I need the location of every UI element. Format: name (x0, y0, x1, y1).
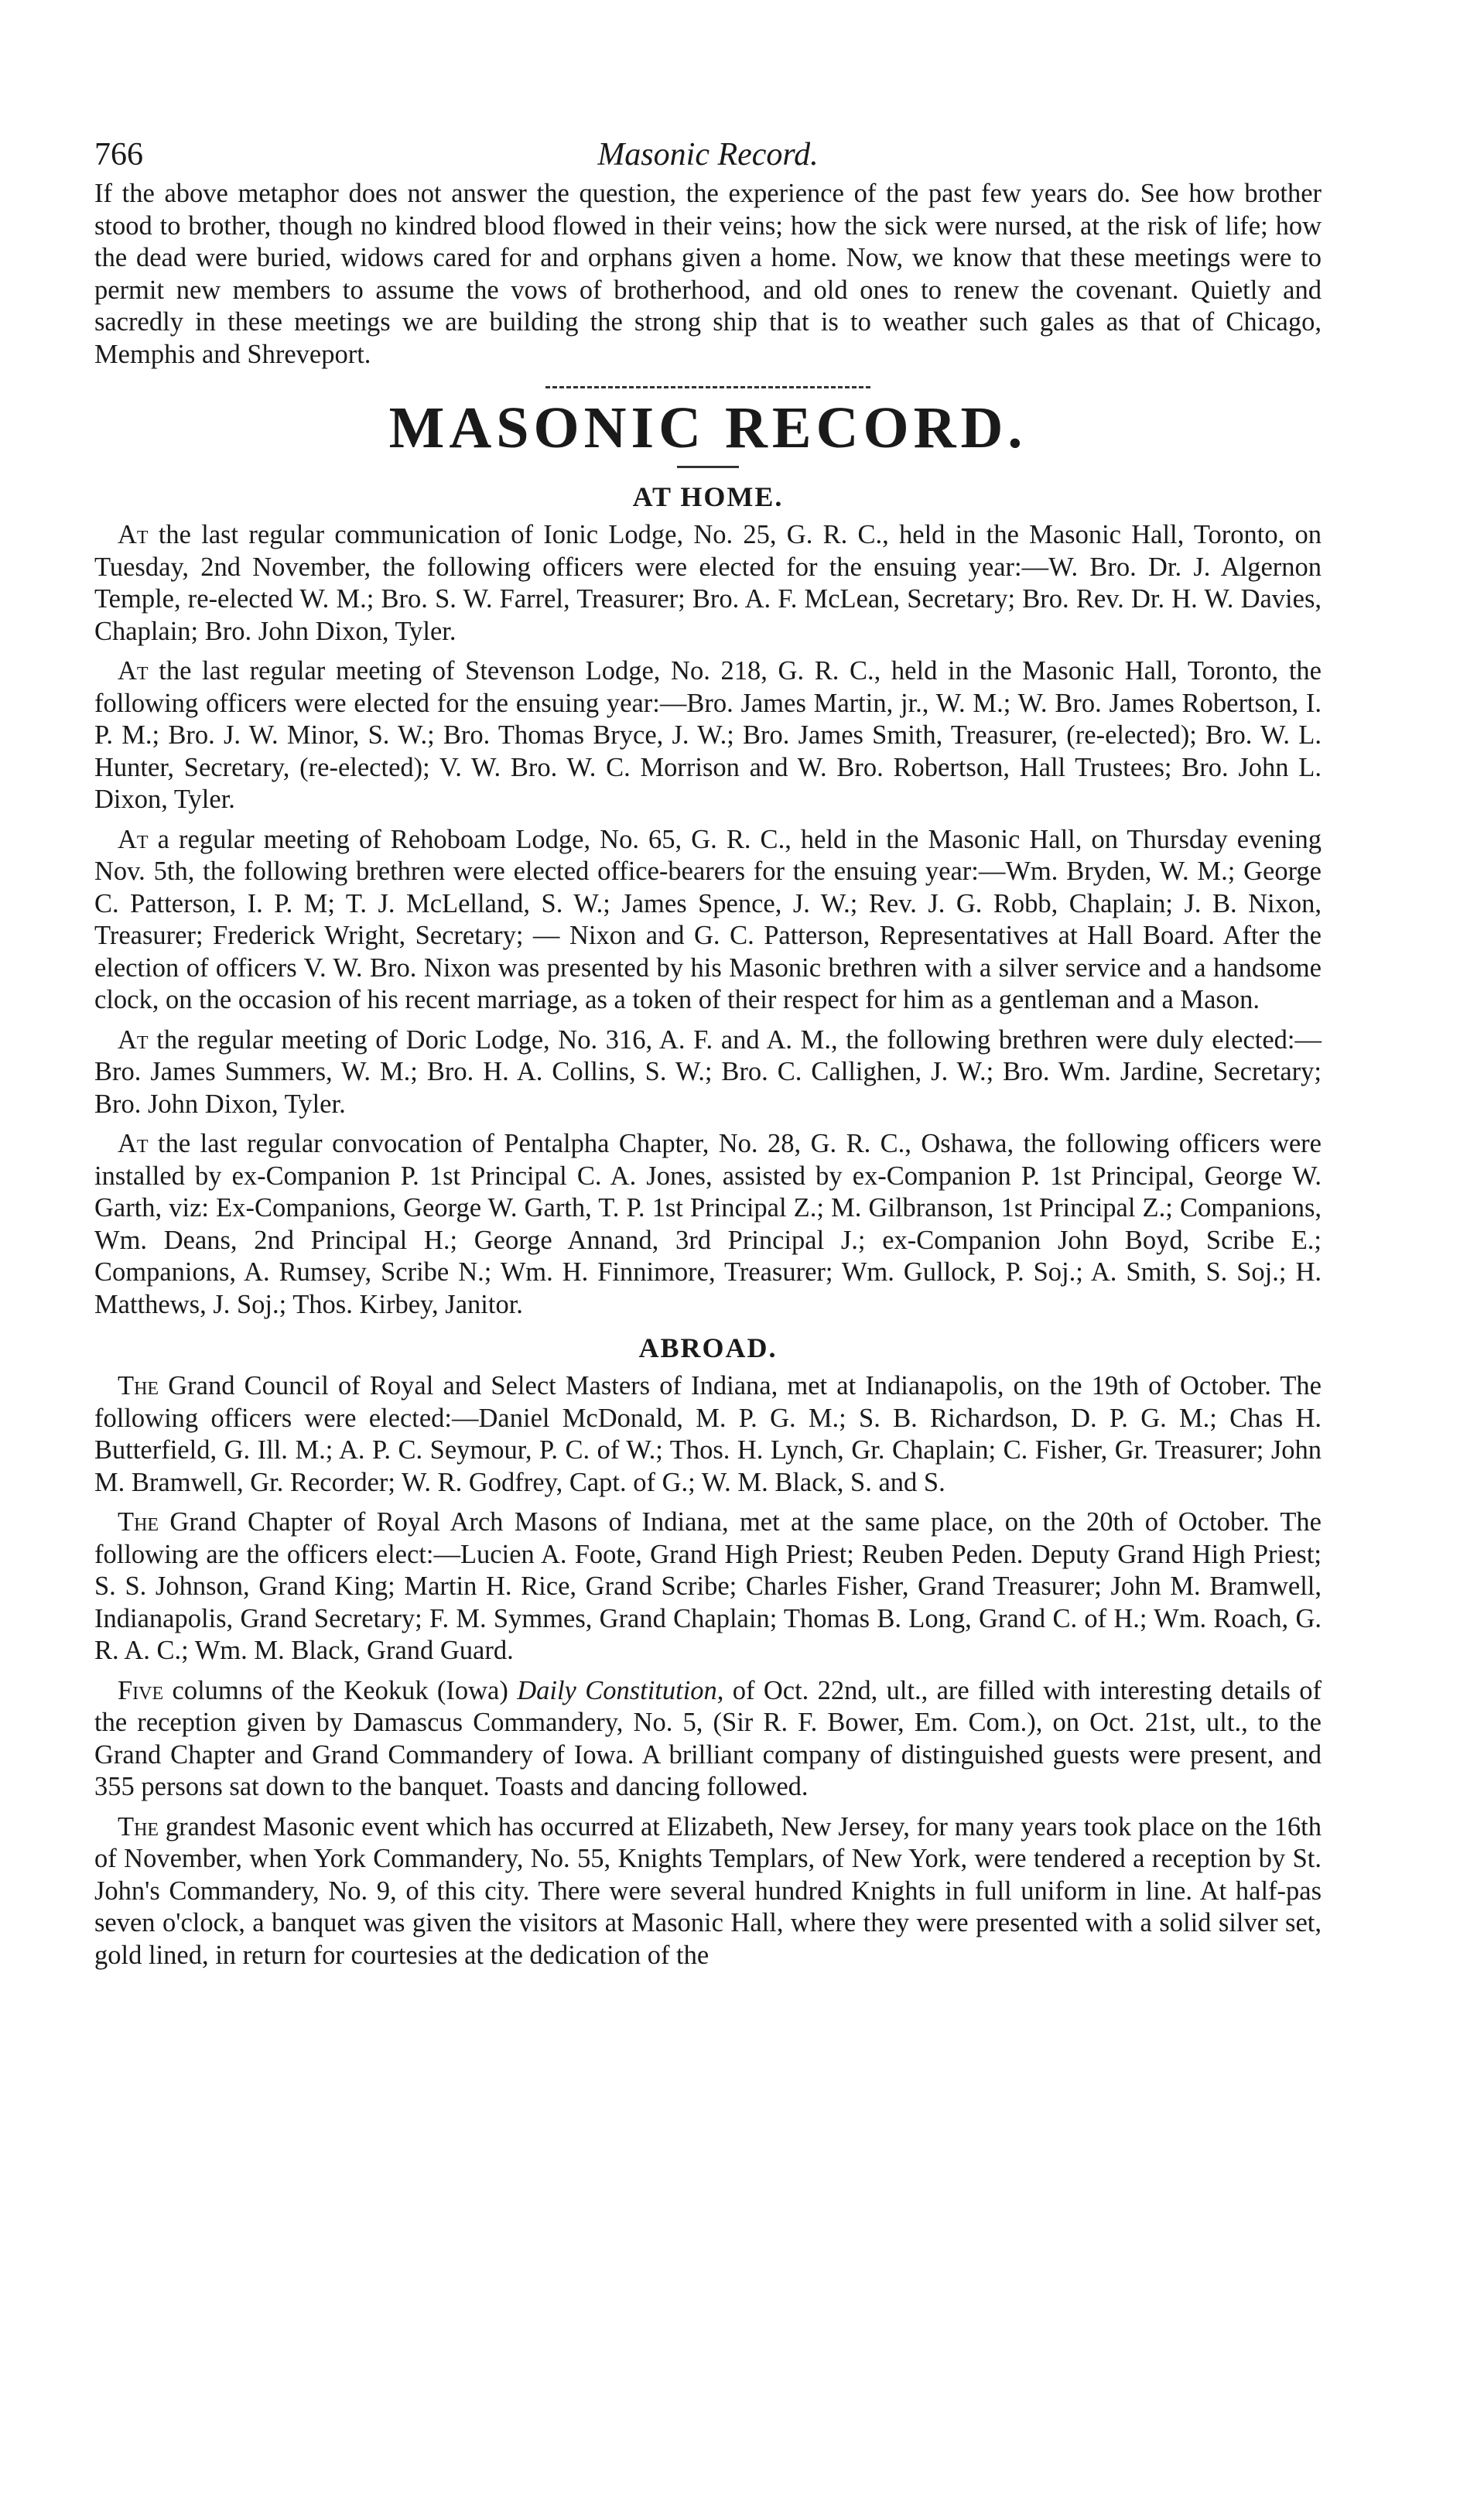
paragraph-text: the last regular communication of Ionic Lodge, No. 25, G. R. C., held in the Masonic Hall, Toronto, on Tuesday, 2nd November, the following officers were elected for the ensuing year:—W. Bro. Dr. J. Algernon Temple, re-elected W. M.; Bro. S. W. Farrel, Treasurer; Bro. A. F. McLean, Secretary; Bro. Rev. Dr. H. W. Davies, Chaplain; Bro. John Dixon, Tyler. (94, 520, 1322, 646)
page-header (94, 132, 1322, 178)
record-paragraph (94, 1811, 1322, 1972)
lead-word: At (118, 824, 149, 854)
running-title: Masonic Record. (597, 137, 819, 173)
record-paragraph (94, 1128, 1322, 1321)
record-paragraph (94, 1675, 1322, 1804)
record-paragraph (94, 1370, 1322, 1499)
paragraph-text: a regular meeting of Rehoboam Lodge, No. 65, G. R. C., held in the Masonic Hall, on Thursday evening Nov. 5th, the following brethren were elected office-bearers for the ensuing year:—Wm. Bryden, W. M.; George C. Patterson, I. P. M; T. J. McLelland, S. W.; James Spence, J. W.; Rev. J. G. Robb, Chaplain; J. B. Nixon, Treasurer; Frederick Wright, Secretary; — Nixon and G. C. Patterson, Representatives at Hall Board. After the election of officers V. W. Bro. Nixon was presented by his Masonic brethren with a silver service and a handsome clock, on the occasion of his recent marriage, as a token of their respect for him as a gentleman and a Mason. (94, 824, 1322, 1014)
title-underline (677, 466, 739, 468)
subsection-heading-abroad: ABROAD. (638, 1332, 778, 1363)
record-paragraph (94, 1506, 1322, 1667)
paragraph-text: grandest Masonic event which has occurred at Elizabeth, New Jersey, for many years took place on the 16th of November, when York Commandery, No. 55, Knights Templars, of New York, were tendered a reception by St. John's Commandery, No. 9, of this city. There were several hundred Knights in full uniform in line. At half-pas seven o'clock, a banquet was given the visitors at Masonic Hall, where they were presented with a solid silver set, gold lined, in return for courtesies at the dedication of the (94, 1811, 1322, 1970)
lead-word: At (118, 520, 149, 549)
lead-word: At (118, 1024, 149, 1055)
paragraph-text: the last regular convocation of Pentalpha Chapter, No. 28, G. R. C., Oshawa, the following officers were installed by ex-Companion P. 1st Principal C. A. Jones, assisted by ex-Companion P. 1st Principal, George W. Garth, viz: Ex-Companions, George W. Garth, T. P. 1st Principal Z.; M. Gilbranson, 1st Principal Z.; Companions, Wm. Deans, 2nd Principal H.; George Annand, 3rd Principal J.; ex-Companion John Boyd, Scribe E.; Companions, A. Rumsey, Scribe N.; Wm. H. Finnimore, Treasurer; Wm. Gullock, P. Soj.; A. Smith, S. Soj.; H. Matthews, J. Soj.; Thos. Kirbey, Janitor. (94, 1129, 1322, 1319)
record-paragraph (94, 824, 1322, 1017)
newspaper-title: Daily Constitution, (517, 1675, 724, 1705)
record-paragraph (94, 1024, 1322, 1121)
record-paragraph (94, 655, 1322, 816)
subsection-heading-at-home: AT HOME. (632, 481, 784, 512)
lead-word: At (118, 1129, 149, 1158)
lead-word: At (118, 656, 149, 686)
paragraph-text: the last regular meeting of Stevenson Lodge, No. 218, G. R. C., held in the Masonic Hall, Toronto, the following officers were elected for the ensuing year:—Bro. James Martin, jr., W. M.; W. Bro. James Robertson, I. P. M.; Bro. J. W. Minor, S. W.; Bro. Thomas Bryce, J. W.; Bro. James Smith, Treasurer, (re-elected); Bro. W. L. Hunter, Secretary, (re-elected); V. W. Bro. W. C. Morrison and W. Bro. Robertson, Hall Trustees; Bro. John L. Dixon, Tyler. (94, 656, 1322, 814)
lead-word: The (118, 1371, 159, 1400)
paragraph-text: Grand Council of Royal and Select Masters of Indiana, met at Indianapolis, on the 19th of October. The following officers were elected:—Daniel McDonald, M. P. G. M.; S. B. Richardson, D. P. G. M.; Chas H. Butterfield, G. Ill. M.; A. P. C. Seymour, P. C. of W.; Thos. H. Lynch, Gr. Chaplain; C. Fisher, Gr. Treasurer; John M. Bramwell, Gr. Recorder; W. R. Godfrey, Capt. of G.; W. M. Black, S. and S. (94, 1371, 1322, 1497)
record-paragraph (94, 519, 1322, 648)
paragraph-text: Grand Chapter of Royal Arch Masons of Indiana, met at the same place, on the 20th of October. The following are the officers elect:—Lucien A. Foote, Grand High Priest; Reuben Peden. Deputy Grand High Priest; S. S. Johnson, Grand King; Martin H. Rice, Grand Scribe; Charles Fisher, Grand Treasurer; John M. Bramwell, Indianapolis, Grand Secretary; F. M. Symmes, Grand Chaplain; Thomas B. Long, Grand C. of H.; Wm. Roach, G. R. A. C.; Wm. M. Black, Grand Guard. (94, 1507, 1322, 1665)
intro-paragraph: If the above metaphor does not answer the question, the experience of the past few years do. See how brother stood to brother, though no kindred blood flowed in their veins; how the sick were nursed, at the risk of life; how the dead were buried, widows cared for and orphans given a home. Now, we know that these meetings were to permit new members to assume the vows of brotherhood, and old ones to renew the covenant. Quietly and sacredly in these meetings we are building the strong ship that is to weather such gales as that of Chicago, Memphis and Shreveport. (94, 179, 1322, 369)
paragraph-text: columns of the Keokuk (Iowa) (163, 1675, 518, 1705)
lead-word: The (118, 1507, 159, 1537)
lead-word: Five (118, 1675, 164, 1705)
section-divider (545, 386, 870, 388)
page-number: 766 (94, 137, 143, 173)
lead-word: The (118, 1811, 159, 1842)
article-body (94, 178, 1322, 1972)
section-title: MASONIC RECORD. (388, 395, 1028, 460)
paragraph-text: the regular meeting of Doric Lodge, No. 316, A. F. and A. M., the following brethren were duly elected:—Bro. James Summers, W. M.; Bro. H. A. Collins, S. W.; Bro. C. Callighen, J. W.; Bro. Wm. Jardine, Secretary; Bro. John Dixon, Tyler. (94, 1024, 1322, 1119)
paragraph-text: of Oct. 22nd, ult., are filled with interesting details of the reception given by Damascus Commandery, No. 5, (Sir R. F. Bower, Em. Com.), on Oct. 21st, ult., to the Grand Chapter and Grand Commandery of Iowa. A brilliant company of distinguished guests were present, and 355 persons sat down to the banquet. Toasts and dancing followed. (94, 1675, 1322, 1801)
